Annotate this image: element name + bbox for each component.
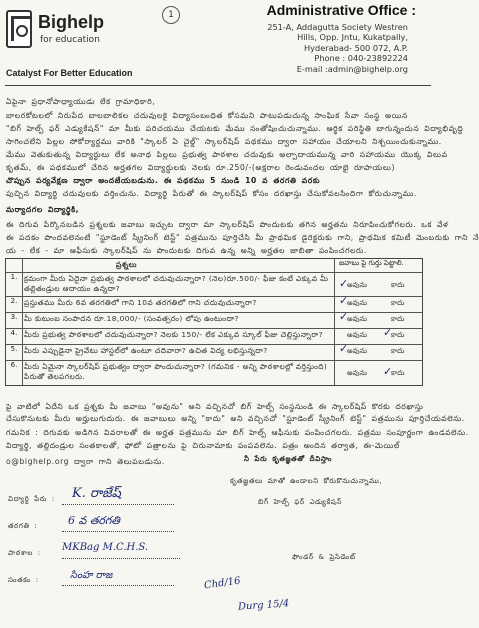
thanks-line: కృతజ్ఞతలు మాతో ఉండాలని కోరుకొనుచున్నాము, xyxy=(230,477,383,485)
intro-line: బాలరకోటలలో నిరుపేద బాలబాలికల చదువులకై విద్యాసంబంధిత కోసమని పాటుపడుచున్న సాంఘిక సేవా సంస్థ అయిన xyxy=(6,111,408,120)
tick-mark: ✓ xyxy=(339,277,349,290)
yes-option[interactable]: అవును xyxy=(347,331,367,339)
no-option[interactable]: కాదు xyxy=(391,315,405,323)
row-question: మీరు ప్రభుత్వ పాఠశాలలో చదువుచున్నారా? నెలకు 150/- లేక ఎక్కువ స్కూల్ ఫీజు చెల్లిస్తున్నారా? xyxy=(24,330,324,339)
row-question: ప్రస్తుతము మీరు 6వ తరగతిలో గాని 10వ తరగతిలో గాని చదువుచున్నారా? xyxy=(24,298,257,307)
row-number: 1. xyxy=(6,273,23,296)
field-value-signature[interactable]: సింహ రాజ xyxy=(70,570,113,581)
office-title: Administrative Office : xyxy=(266,2,416,18)
footer-line: గమనిక : దిగువకు అడిగిన వివరాలతో ఈ అర్హత పత్రమును మా బిగ్ హెల్ప్ ఆఫీసుకు పంపించగలరు. పత్రము సంపూర్ణంగా ఉండవలెను. xyxy=(6,428,469,437)
intro-line: ఏపైనా ప్రధానోపాధ్యాయుడు లేక గ్రామాధికారి, xyxy=(6,97,156,106)
row-number: 5. xyxy=(6,345,23,360)
footer-line: పై వాటిలో ఏదేని ఒక ప్రశ్నకు మీ జవాబు "అవును" అని వచ్చినచో బిగ్ హెల్ప్ సంస్థనుండి ఈ స్కాలర్‌షిప్ కొరకు దరఖాస్తు xyxy=(6,402,424,411)
no-option[interactable]: కాదు xyxy=(391,281,405,289)
handwritten-initials: Chd/16 xyxy=(203,575,242,592)
salutation: మర్యాదగల విద్యార్థికి, xyxy=(6,205,80,214)
yes-option[interactable]: అవును xyxy=(347,347,367,355)
address-line: Phone : 040-23892224 xyxy=(314,53,408,64)
intro-line: కృతమ్, ఈ పథకములో చేరిన అర్హతగల విద్యార్థులకు నెలకు రూ.250/-(అక్షరాల రెండువందల యాభై రూపాయలు) xyxy=(6,163,396,172)
intro-line: "బిగ్ హెల్ప్ ఫర్ ఎడ్యుకేషన్" మా మీకు పరిచయము చేయటకు మేము సంతోషించుచున్నాము. ఆర్థిక పరిస్థితి బాగున్నందున విద్యాభివృద్ధి xyxy=(6,124,464,133)
brand-subtitle: for education xyxy=(40,35,100,45)
table-row xyxy=(6,294,422,313)
field-label-class: తరగతి : xyxy=(8,522,38,530)
footer-line: విద్యార్థి, తల్లిదండ్రుల సంతకాలతో, ఫోటో పత్రాలను పై చిరునామాకు పంపవలెను. పత్రం అందిన తర్వాత, ఈ-మెయిల్ xyxy=(6,441,400,450)
yes-option[interactable]: అవును xyxy=(347,315,367,323)
yes-option[interactable]: అవును xyxy=(347,299,367,307)
from-line: బిగ్ హెల్ప్ ఫర్ ఎడ్యుకేషన్ xyxy=(258,498,342,506)
address-line: Hyderabad- 500 072, A.P. xyxy=(304,42,408,53)
header-answer: జవాబు పై గుర్తు పెట్టాలి. xyxy=(334,259,422,272)
field-value-school[interactable]: MKBag M.C.H.S. xyxy=(62,542,149,553)
header-divider xyxy=(5,85,431,86)
row-question: క్రమంగా మీరు ఏదైనా ప్రభుత్వ పాఠశాలలో చదువుచున్నారా? (నెల)రూ.500/- ఫీజు కంటే ఎక్కువ మీ తల్లితండ్రుల ఆదాయం ఉన్నదా? xyxy=(24,274,329,293)
instruction-line: య - లేక - మా ఆఫీసుకు స్కాలర్‌షిప్ ను పొందుటకు దిగువ ఉన్న అన్ని అర్హతల జాబితా పంపించగలరు. xyxy=(6,246,367,255)
answer-cell[interactable] xyxy=(334,342,423,360)
address-line: Hills, Opp. Jntu, Kukatpally, xyxy=(297,32,408,43)
tick-mark: ✓ xyxy=(383,326,393,339)
no-option[interactable]: కాదు xyxy=(391,299,405,307)
answer-cell[interactable] xyxy=(334,273,423,296)
field-value-name[interactable]: K. రాజేష్ xyxy=(72,486,121,501)
instruction-line: ఈ పదకం పొందవలెనంటే "స్టూడెంట్ స్క్రీనింగ్ టెస్ట్" పత్రమును పూర్తిచేసి మీ ప్రాథమిక డైరెక్టరుకు గాని, ప్రాథమిక కమిటీ మెంబరుకు గాని నే xyxy=(6,233,479,242)
tick-mark: ✓ xyxy=(339,342,349,355)
field-label-name: విద్యార్థి పేరు : xyxy=(8,495,55,503)
row-question: మీరు ఎప్పుడైనా ప్రైవేటు హాస్టల్‌లో ఉంటూ చదివారా? ఉచిత విద్య లభిస్తున్నదా? xyxy=(24,346,268,355)
instruction-line: ఈ దిగువ పేర్కొనబడిన ప్రశ్నలకు జవాబు ఇచ్చుట ద్వారా మా స్కాలర్‌షిప్ పొందుటకు తగిన అర్హతను నిరూపించుకోగలరు. ఒక వేళ xyxy=(6,220,449,229)
table-row xyxy=(6,326,422,345)
row-question: మీ కుటుంబ సంపాదన రూ.18,000/- (సంవత్సరం) లోపు ఉంటుందా? xyxy=(24,314,239,323)
founder-title: ఫౌండర్ & ప్రెసిడెంట్ xyxy=(292,553,356,561)
intro-line: మేము వెతుకుతున్న విద్యార్థులు లేక అనాథ పిల్లలు ప్రభుత్వ పాఠశాల చదువుకు అల్పాదాయమున్న వారి సహాయము యొక్క విలువ xyxy=(6,150,448,159)
tick-mark: ✓ xyxy=(339,294,349,307)
footer-line: o@bighelp.org ద్వారా గాని తెలుపబడును. xyxy=(6,457,165,466)
answer-cell[interactable] xyxy=(334,361,423,385)
answer-cell[interactable] xyxy=(334,310,423,328)
intro-line: పుచ్చిన విద్యార్థి చదువులకు వర్తించును. విద్యార్థి పేరుతో ఈ స్కాలర్‌షిప్ కోసం దరఖాస్తు చేసుకోవలసిందిగా కోరుచున్నాము. xyxy=(6,189,417,198)
field-value-class[interactable]: 6 వ తరగతి xyxy=(68,514,120,527)
screening-table xyxy=(5,258,423,386)
field-label-school: పాఠశాల : xyxy=(8,549,41,557)
footer-line: చేసుకొనుటకు మీరు అర్హులుగుదురు. ఈ జవాబులు అన్ని "కాదు" అని వచ్చినచో "స్టూడెంట్ స్క్రీనింగ్ టెస్ట్" పత్రమును పూర్తిచేయవలెను. xyxy=(6,414,465,423)
bighelp-logo xyxy=(6,10,32,48)
intro-line: చొప్పున పర్యవేక్షణ ద్వారా అందజేయబడును. ఈ పథకము 5 నుండి 10 వ తరగతి వరకు xyxy=(6,176,321,185)
tick-mark: ✓ xyxy=(339,310,349,323)
no-option[interactable]: కాదు xyxy=(391,331,405,339)
table-row xyxy=(6,310,422,329)
table-row xyxy=(6,273,422,297)
no-option[interactable]: కాదు xyxy=(391,347,405,355)
field-label-signature: సంతకం : xyxy=(8,576,39,584)
row-number: 2. xyxy=(6,297,23,312)
tagline: Catalyst For Better Education xyxy=(6,68,133,78)
row-number: 3. xyxy=(6,313,23,328)
table-header-row xyxy=(6,259,422,273)
brand-name: Bighelp xyxy=(38,12,104,32)
table-row xyxy=(6,342,422,361)
tick-mark: ✓ xyxy=(383,365,393,378)
office-address xyxy=(218,22,408,74)
row-number: 6. xyxy=(6,361,23,385)
stamped-note: నీ పేరు కృతజ్ఞతతో దీవిస్తాం xyxy=(244,455,333,463)
row-question: మీరు ఏమైనా స్కాలర్‌షిప్ ప్రభుత్వం ద్వారా పొందుచున్నారా? (గమనిక - అన్ని పాఠశాలల్లో వర్తిస్తుంది) పేరుతో తెలపగలరు. xyxy=(24,362,328,381)
address-line: 251-A, Addagutta Society Westren xyxy=(267,22,408,32)
no-option[interactable]: కాదు xyxy=(391,369,405,377)
intro-line: సాగించలేని పిల్లల సోకోర్యార్థము వారికి "స్కాలర్ ఏ చైల్డ్" స్కాలర్‌షిప్ పథకము ద్వారా సహాయం చేయాలని నిశ్చయించుకున్నాము. xyxy=(6,137,442,146)
header-question: ప్రశ్నలు xyxy=(116,260,137,269)
table-row xyxy=(6,361,422,385)
handwritten-date: Durg 15/4 xyxy=(237,598,290,613)
page-number-circle: 1 xyxy=(162,6,180,24)
address-line: E-mail :admin@bighelp.org xyxy=(296,63,408,74)
row-number: 4. xyxy=(6,329,23,344)
yes-option[interactable]: అవును xyxy=(347,369,367,377)
yes-option[interactable]: అవును xyxy=(347,281,367,289)
